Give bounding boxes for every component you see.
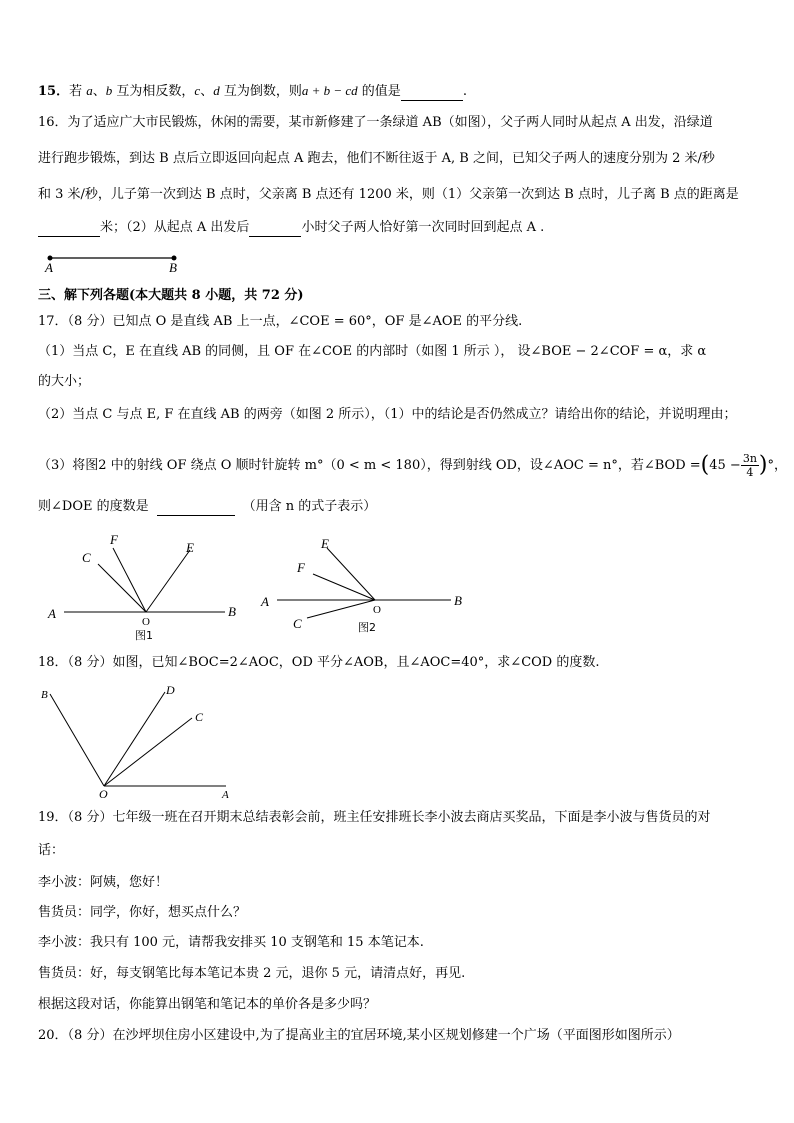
label-b: B (228, 604, 236, 619)
q19-line-2: 话： (38, 843, 65, 858)
q15-text: 若 (69, 84, 83, 99)
q17-line-1: 17．（8 分）已知点 O 是直线 AB 上一点，∠COE = 60°，OF 是∠AOE 的平分线. (38, 314, 523, 329)
figure-caption: 图1 (135, 629, 153, 642)
ray-of (313, 574, 375, 600)
paren-left: ( (700, 452, 710, 478)
q17-text: （用含 n 的式子表示） (242, 499, 377, 514)
answer-blank[interactable] (249, 222, 301, 237)
ray-oc (307, 600, 375, 618)
q15-text: 互为倒数，则 (219, 84, 302, 99)
label-o: O (99, 787, 108, 801)
q18-line-1: 18．（8 分）如图，已知∠BOC=2∠AOC，OD 平分∠AOB，且∠AOC=40°，求∠COD 的度数. (38, 655, 600, 670)
q15-text: 互为相反数， (112, 84, 195, 99)
q17-line-4: （2）当点 C 与点 E, F 在直线 AB 的两旁（如图 2 所示），（1）中的结论是否仍然成立？请给出你的结论，并说明理由； (38, 407, 737, 422)
label-a: A (222, 789, 229, 801)
label-o: O (142, 616, 150, 628)
q20-line-1: 20．（8 分）在沙坪坝住房小区建设中,为了提高业主的宜居环境,某小区规划修建一个广场（平面图形如图所示） (38, 1028, 680, 1043)
var-a: a (86, 83, 93, 98)
q19-line-5: 李小波：我只有 100 元，请帮我安排买 10 支钢笔和 15 本笔记本. (38, 935, 424, 950)
section-heading: 三、解下列各题(本大题共 8 小题，共 72 分) (38, 288, 304, 303)
q19-line-3: 李小波：阿姨，您好！ (38, 875, 169, 890)
q19-line-4: 售货员：同学，你好，想买点什么？ (38, 905, 247, 920)
paren-right: ) (758, 452, 768, 478)
q17-line-2: （1）当点 C，E 在直线 AB 的同侧，且 OF 在∠COE 的内部时（如图 1 所示 ）， 设∠BOE − 2∠COF = α，求 α (38, 344, 707, 359)
q15-line (38, 82, 467, 101)
var-d: d (213, 83, 220, 98)
label-a: A (261, 594, 269, 609)
label-c: C (195, 710, 204, 724)
ray-od (104, 692, 165, 786)
fraction-numerator: 3n (742, 452, 757, 465)
q19-line-1: 19．（8 分）七年级一班在召开期末总结表彰会前，班主任安排班长李小波去商店买奖品，下面是李小波与售货员的对 (38, 810, 711, 825)
label-o: O (373, 604, 381, 616)
q17-text: 则∠DOE 的度数是 (38, 499, 149, 514)
label-d: D (166, 683, 175, 697)
label-e: E (321, 536, 329, 551)
q15-text: . (462, 84, 467, 99)
fraction (741, 452, 759, 479)
q15-sep: 、 (92, 84, 106, 99)
var-b: b (105, 83, 113, 98)
answer-blank[interactable] (38, 222, 100, 237)
q17-text: 45 − (709, 458, 741, 473)
q16-text: 米；（2）从起点 A 出发后 (100, 220, 250, 235)
q16-line-3: 和 3 米/秒，儿子第一次到达 B 点时，父亲离 B 点还有 1200 米，则（1）父亲第一次到达 B 点时，儿子离 B 点的距离是 (38, 187, 739, 202)
q15-number: 15． (38, 84, 70, 99)
fraction-denominator: 4 (746, 466, 754, 479)
answer-blank[interactable] (157, 501, 235, 516)
q15-sep: 、 (200, 84, 214, 99)
answer-blank[interactable] (401, 86, 463, 101)
q15-expression: a + b − cd (301, 83, 358, 98)
label-f: F (297, 560, 305, 575)
label-f: F (110, 532, 118, 547)
q17-text: （3）将图2 中的射线 OF 绕点 O 顺时针旋转 m°（0 < m < 180），得到射线 OD，设∠AOC = n°，若∠BOD = (38, 458, 701, 473)
label-a: A (48, 606, 56, 621)
q17-text: °， (767, 458, 788, 473)
q19-line-6: 售货员：好，每支钢笔比每本笔记本贵 2 元，退你 5 元，请清点好，再见. (38, 966, 466, 981)
label-b: B (41, 689, 48, 701)
label-b: B (454, 593, 462, 608)
ray-oc (98, 564, 146, 612)
ray-ob (50, 694, 104, 786)
label-e: E (186, 540, 194, 555)
ray-oe (327, 548, 375, 600)
q17-line-6 (38, 498, 376, 516)
segment-ab-figure (40, 250, 200, 276)
q17-line-5 (38, 452, 787, 479)
figure-1 (40, 530, 250, 645)
ray-of (113, 548, 146, 612)
label-c: C (82, 550, 91, 565)
q19-line-7: 根据这段对话，你能算出钢笔和笔记本的单价各是多少吗？ (38, 997, 377, 1012)
var-c: c (194, 83, 201, 98)
q17-line-3: 的大小； (38, 374, 91, 389)
ray-oc (104, 718, 192, 786)
q16-line-4 (38, 219, 544, 237)
q16-line-2: 进行跑步锻炼，到达 B 点后立即返回向起点 A 跑去，他们不断往返于 A, B 之间，已知父子两人的速度分别为 2 米/秒 (38, 151, 715, 166)
figure-q18 (38, 682, 248, 802)
figure-2 (255, 530, 475, 645)
ray-oe (146, 550, 190, 612)
label-c: C (293, 616, 302, 631)
q16-text: 小时父子两人恰好第一次同时回到起点 A . (301, 220, 545, 235)
label-a: A (45, 260, 53, 275)
figure-caption: 图2 (358, 621, 376, 634)
q16-line-1: 16．为了适应广大市民锻炼，休闲的需要，某市新修建了一条绿道 AB（如图），父子两人同时从起点 A 出发，沿绿道 (38, 115, 713, 130)
label-b: B (169, 260, 177, 275)
q15-text: 的值是 (357, 84, 401, 99)
